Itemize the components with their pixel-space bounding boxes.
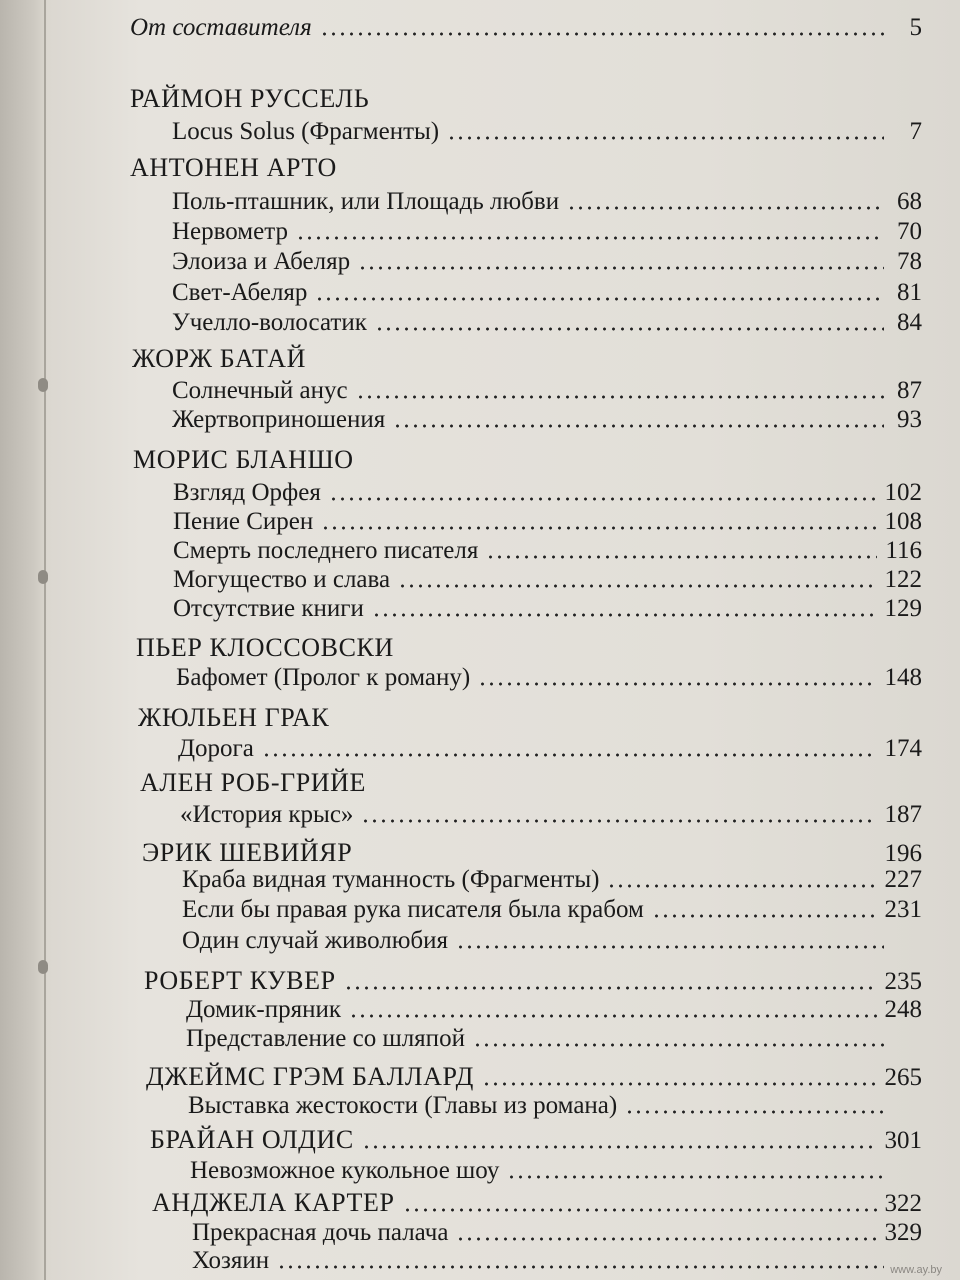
toc-entry-title: Смерть последнего писателя (173, 537, 479, 564)
leader-dots (447, 136, 884, 140)
toc-entry (172, 309, 922, 337)
author-heading: ДЖЕЙМС ГРЭМ БАЛЛАРД (146, 1062, 474, 1091)
toc-entry (176, 664, 922, 692)
toc-entry-title: Хозяин (192, 1247, 270, 1274)
leader-dots (262, 753, 877, 757)
watermark: www.ay.by (890, 1264, 942, 1276)
leader-dots (362, 1145, 877, 1149)
leader-dots (486, 555, 877, 559)
leader-dots (372, 613, 877, 617)
toc-entry-page: 235 (884, 968, 922, 995)
toc-entry (192, 1247, 922, 1275)
toc-entry-page: 196 (884, 840, 922, 867)
leader-dots (473, 1043, 884, 1047)
leader-dots (507, 1175, 884, 1179)
toc-entry-title: Элоиза и Абеляр (172, 248, 351, 275)
leader-dots (315, 297, 884, 301)
toc-entry-title: Выставка жестокости (Главы из романа) (188, 1092, 618, 1119)
toc-entry-page: 174 (884, 735, 922, 762)
toc-entry (172, 279, 922, 307)
author-heading: ЭРИК ШЕВИЙЯР (142, 838, 353, 867)
author-heading: АНДЖЕЛА КАРТЕР (152, 1188, 395, 1217)
leader-dots (478, 682, 876, 686)
leader-dots (375, 327, 884, 331)
toc-entry-title: Locus Solus (Фрагменты) (172, 118, 440, 145)
toc-entry (192, 1219, 922, 1247)
toc-entry-page: 248 (884, 996, 922, 1023)
author-heading: МОРИС БЛАНШО (133, 445, 354, 474)
toc-entry-title: Пение Сирен (173, 508, 314, 535)
author-line (152, 1188, 922, 1218)
toc-entry (173, 479, 922, 507)
leader-dots (344, 986, 877, 990)
author-heading: ЖЮЛЬЕН ГРАК (138, 703, 330, 732)
leader-dots (296, 236, 884, 240)
leader-dots (356, 395, 884, 399)
toc-entry (186, 996, 922, 1024)
toc-entry-page: 78 (897, 248, 922, 275)
toc-entry-page: 70 (897, 218, 922, 245)
toc-entry (188, 1092, 922, 1120)
toc-entry (173, 566, 922, 594)
toc-entry (172, 118, 922, 146)
toc-entry-title: От составителя (130, 14, 312, 41)
leader-dots (321, 526, 876, 530)
toc-entry-title: Невозможное кукольное шоу (190, 1157, 500, 1184)
toc-entry-title: Нервометр (172, 218, 288, 245)
toc-entry (172, 377, 922, 405)
toc-entry (186, 1025, 922, 1053)
leader-dots (320, 32, 884, 36)
author-heading: РАЙМОН РУССЕЛЬ (130, 84, 370, 113)
toc-entry-page: 68 (897, 188, 922, 215)
toc-entry-title: Отсутствие книги (173, 595, 364, 622)
leader-dots (398, 584, 876, 588)
toc-entry-page: 301 (884, 1127, 922, 1154)
toc-entry-title: Если бы правая рука писателя была крабом (182, 896, 644, 923)
toc-entry-title: Бафомет (Пролог к роману) (176, 664, 471, 691)
toc-entry-page: 265 (884, 1064, 922, 1091)
toc-entry-intro (130, 14, 922, 42)
toc-entry-page: 116 (885, 537, 922, 564)
toc-entry-page: 84 (897, 309, 922, 336)
toc-entry-title: Дорога (178, 735, 254, 762)
toc-entry-title: Один случай живолюбия (182, 927, 449, 954)
toc-entry-title: Могущество и слава (173, 566, 391, 593)
leader-dots (567, 206, 884, 210)
toc-entry-page: 231 (884, 896, 922, 923)
leader-dots (358, 266, 884, 270)
toc-entry-title: Представление со шляпой (186, 1025, 465, 1052)
leader-dots (456, 1237, 876, 1241)
toc-entry-title: Учелло-волосатик (172, 309, 367, 336)
toc-entry (182, 866, 922, 894)
toc-entry-page: 322 (884, 1190, 922, 1217)
author-heading: ЖОРЖ БАТАЙ (132, 344, 306, 373)
toc-entry-page: 5 (909, 14, 922, 41)
toc-entry (178, 735, 922, 763)
leader-dots (607, 884, 876, 888)
toc-entry-title: Поль-пташник, или Площадь любви (172, 188, 560, 215)
leader-dots (625, 1110, 884, 1114)
toc-entry (180, 801, 922, 829)
toc-entry-title: «История крыс» (180, 801, 354, 828)
toc-entry (190, 1157, 922, 1185)
author-heading: БРАЙАН ОЛДИС (150, 1125, 354, 1154)
leader-dots (329, 497, 877, 501)
leader-dots (277, 1265, 884, 1269)
toc-entry-page: 87 (897, 377, 922, 404)
author-heading: АНТОНЕН АРТО (130, 153, 337, 182)
author-line (144, 966, 922, 996)
toc-entry-page: 108 (884, 508, 922, 535)
toc-entry-page: 329 (884, 1219, 922, 1246)
toc-entry-page: 93 (897, 406, 922, 433)
toc-entry-title: Домик-пряник (186, 996, 342, 1023)
author-heading: ПЬЕР КЛОССОВСКИ (136, 633, 394, 662)
toc-entry (173, 508, 922, 536)
toc-entry-page: 148 (884, 664, 922, 691)
author-heading: РОБЕРТ КУВЕР (144, 966, 336, 995)
leader-dots (403, 1208, 877, 1212)
leader-dots (456, 945, 884, 949)
toc-entry (172, 406, 922, 434)
toc-entry-page: 129 (884, 595, 922, 622)
toc-entry-page: 227 (884, 866, 922, 893)
toc-entry-page: 7 (909, 118, 922, 145)
toc-entry (173, 595, 922, 623)
toc-entry-page: 102 (884, 479, 922, 506)
leader-dots (361, 819, 876, 823)
toc-entry-title: Солнечный анус (172, 377, 348, 404)
leader-dots (349, 1014, 876, 1018)
toc-entry-title: Свет-Абеляр (172, 279, 308, 306)
toc-entry-page: 122 (884, 566, 922, 593)
toc-entry (172, 248, 922, 276)
toc-entry-title: Краба видная туманность (Фрагменты) (182, 866, 600, 893)
leader-dots (652, 914, 877, 918)
toc-entry (182, 927, 922, 955)
toc-entry-title: Прекрасная дочь палача (192, 1219, 449, 1246)
author-line (142, 838, 922, 868)
leader-dots (393, 424, 884, 428)
toc-entry (182, 896, 922, 924)
toc-entry-page: 81 (897, 279, 922, 306)
toc-entry-title: Взгляд Орфея (173, 479, 321, 506)
author-line (150, 1125, 922, 1155)
toc-entry-page: 187 (884, 801, 922, 828)
author-heading: АЛЕН РОБ-ГРИЙЕ (140, 768, 367, 797)
toc-entry-title: Жертвоприношения (172, 406, 386, 433)
toc-entry (172, 218, 922, 246)
toc-entry (172, 188, 922, 216)
author-line (146, 1062, 922, 1092)
leader-dots (482, 1082, 877, 1086)
toc-entry (173, 537, 922, 565)
